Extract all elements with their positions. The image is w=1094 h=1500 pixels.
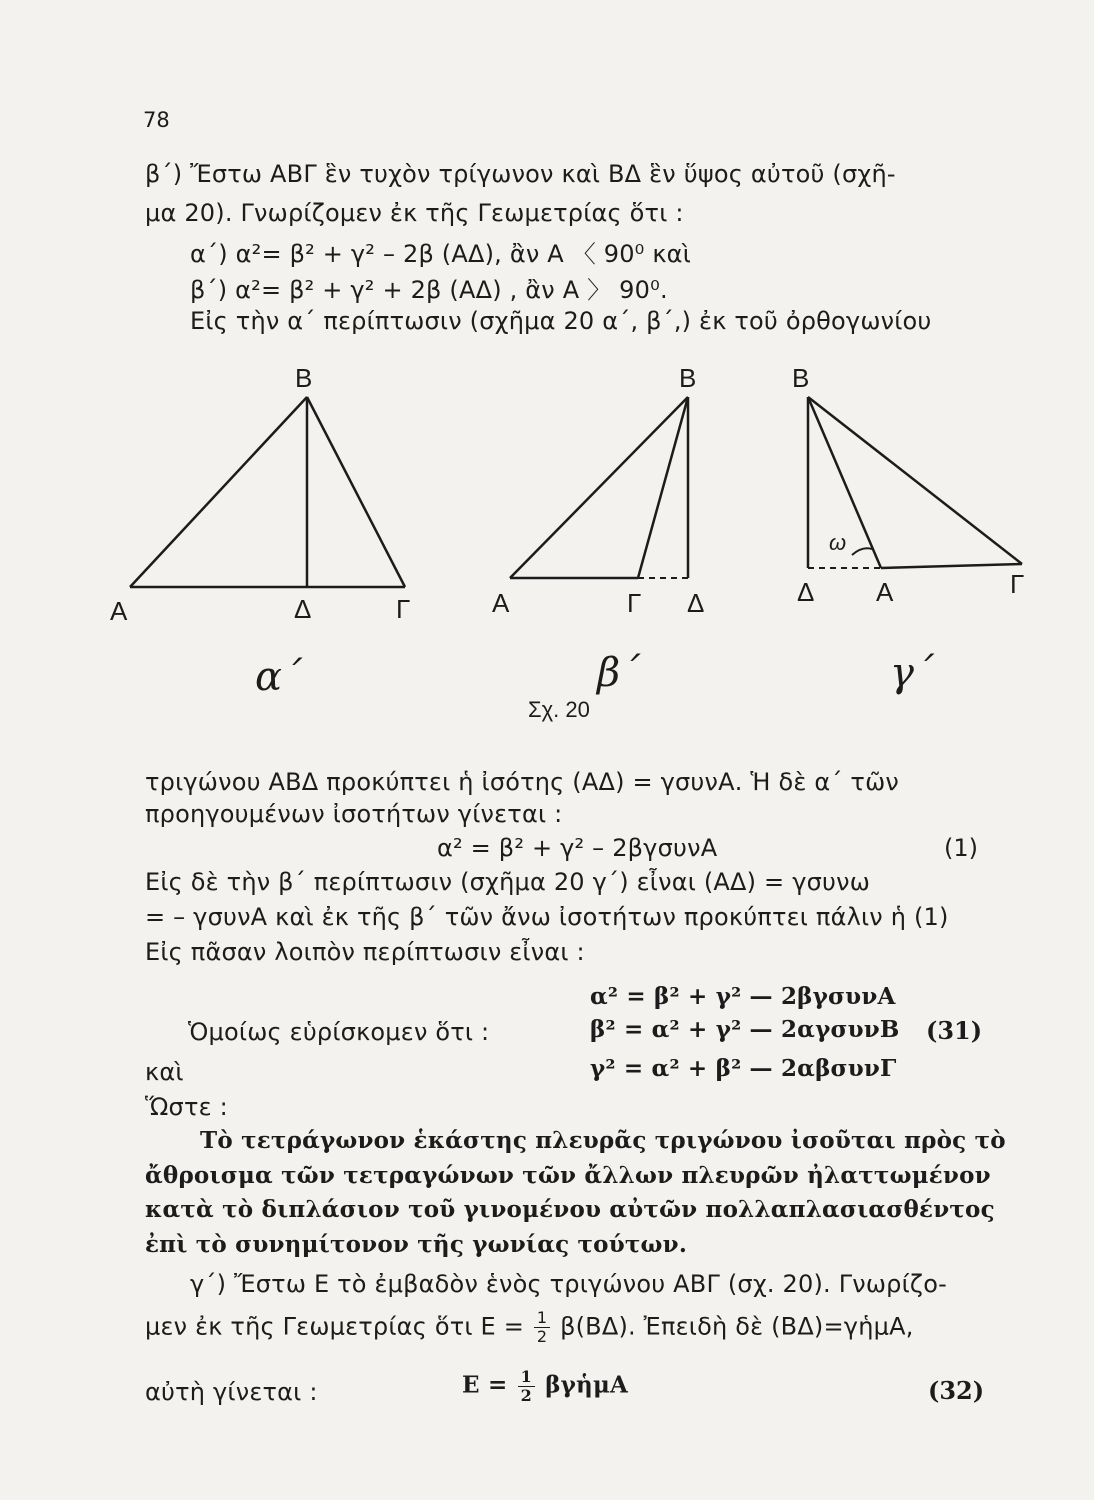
hence-text: Ὥστε : bbox=[145, 1093, 228, 1121]
triangle-a bbox=[130, 397, 405, 587]
para2-line5: Εἰς πᾶσαν λοιπὸν περίπτωσιν εἶναι : bbox=[145, 938, 585, 966]
triangle-b bbox=[510, 397, 688, 578]
theorem-line1: Τὸ τετράγωνον ἑκάστης πλευρᾶς τριγώνου ἰσοῦται πρὸς τὸ bbox=[200, 1127, 1006, 1154]
label-c-D: Δ bbox=[797, 577, 815, 607]
label-b-G: Γ bbox=[627, 588, 642, 618]
and-text: καὶ bbox=[145, 1058, 184, 1086]
label-a-A: Α bbox=[110, 596, 128, 626]
label-c-B: Β bbox=[792, 363, 810, 393]
formula-31-a: α² = β² + γ² — 2βγσυνΑ bbox=[590, 983, 896, 1010]
label-c-omega: ω bbox=[829, 530, 847, 555]
formula-case-b: β΄) α²= β² + γ² + 2β (ΑΔ) , ἂν Α 〉 90⁰. bbox=[190, 276, 668, 304]
para3-line1: γ΄) Ἔστω Ε τὸ ἐμβαδὸν ἑνὸς τριγώνου ΑΒΓ (σχ. 20). Γνωρίζο- bbox=[190, 1270, 947, 1298]
label-b-D: Δ bbox=[687, 588, 705, 618]
label-b-B: Β bbox=[679, 363, 697, 393]
label-a-D: Δ bbox=[294, 594, 312, 624]
caption-a: α΄ bbox=[255, 654, 303, 700]
equation-32-number: (32) bbox=[928, 1376, 985, 1405]
fraction-half: $\frac{1}{2}$ bbox=[534, 1309, 550, 1346]
caption-c: γ΄ bbox=[890, 650, 934, 696]
figure-caption: Σχ. 20 bbox=[528, 697, 590, 722]
para1-line2: μα 20). Γνωρίζομεν ἐκ τῆς Γεωμετρίας ὅτι : bbox=[145, 199, 684, 227]
para1-line1: β΄) Ἔστω ΑΒΓ ἓν τυχὸν τρίγωνον καὶ ΒΔ ἓν ὕψος αὐτοῦ (σχῆ- bbox=[145, 160, 896, 188]
formula-31-number: (31) bbox=[926, 1016, 983, 1045]
theorem-line4: ἐπὶ τὸ συνημίτονον τῆς γωνίας τούτων. bbox=[145, 1231, 688, 1258]
para3-line2 bbox=[145, 1309, 914, 1346]
para3-line2-end: β(ΒΔ). Ἐπειδὴ δὲ (ΒΔ)=γἡμΑ, bbox=[560, 1312, 914, 1341]
page-number: 78 bbox=[143, 108, 170, 132]
para3-line3: αὐτὴ γίνεται : bbox=[145, 1378, 318, 1406]
para3-line2-start: μεν ἐκ τῆς Γεωμετρίας ὅτι Ε = bbox=[145, 1312, 525, 1341]
label-c-A: Α bbox=[876, 577, 894, 607]
label-b-A: Α bbox=[492, 588, 510, 618]
para2-line4: = – γσυνΑ καὶ ἐκ τῆς β΄ τῶν ἄνω ἰσοτήτων προκύπτει πάλιν ἡ (1) bbox=[145, 903, 949, 931]
para1-line3: Εἰς τὴν α΄ περίπτωσιν (σχῆμα 20 α΄, β΄,) ἐκ τοῦ ὀρθογωνίου bbox=[190, 307, 932, 335]
formula-31-c: γ² = α² + β² — 2αβσυνΓ bbox=[590, 1055, 897, 1082]
fraction-half-2: $\frac{1}{2}$ bbox=[518, 1368, 535, 1405]
para2-line3: Εἰς δὲ τὴν β΄ περίπτωσιν (σχῆμα 20 γ΄) εἶναι (ΑΔ) = γσυνω bbox=[145, 868, 871, 896]
para2-line1: τριγώνου ΑΒΔ προκύπτει ἡ ἰσότης (ΑΔ) = γσυνΑ. Ἡ δὲ α΄ τῶν bbox=[145, 768, 899, 796]
theorem-line3: κατὰ τὸ διπλάσιον τοῦ γινομένου αὐτῶν πολλαπλασιασθέντος bbox=[145, 1196, 995, 1223]
label-c-G: Γ bbox=[1010, 569, 1025, 599]
formula-case-a: α΄) α²= β² + γ² – 2β (ΑΔ), ἂν Α 〈 90⁰ καὶ bbox=[190, 240, 692, 268]
label-a-G: Γ bbox=[396, 594, 411, 624]
equation-1: α² = β² + γ² – 2βγσυνΑ bbox=[437, 834, 718, 862]
equation-32: Ε = $\frac{1}{2}$ βγἡμΑ bbox=[462, 1367, 629, 1405]
equation-1-number: (1) bbox=[944, 834, 978, 862]
caption-b: β΄ bbox=[597, 650, 641, 696]
theorem-line2: ἄθροισμα τῶν τετραγώνων τῶν ἄλλων πλευρῶν ἠλαττωμένον bbox=[145, 1162, 991, 1189]
formula-31-b: β² = α² + γ² — 2αγσυνΒ bbox=[590, 1016, 900, 1043]
label-a-B: Β bbox=[295, 363, 313, 393]
figure-20 bbox=[100, 350, 1060, 740]
similarly-text: Ὁμοίως εὑρίσκομεν ὅτι : bbox=[188, 1018, 490, 1046]
para2-line2: προηγουμένων ἰσοτήτων γίνεται : bbox=[145, 800, 563, 828]
